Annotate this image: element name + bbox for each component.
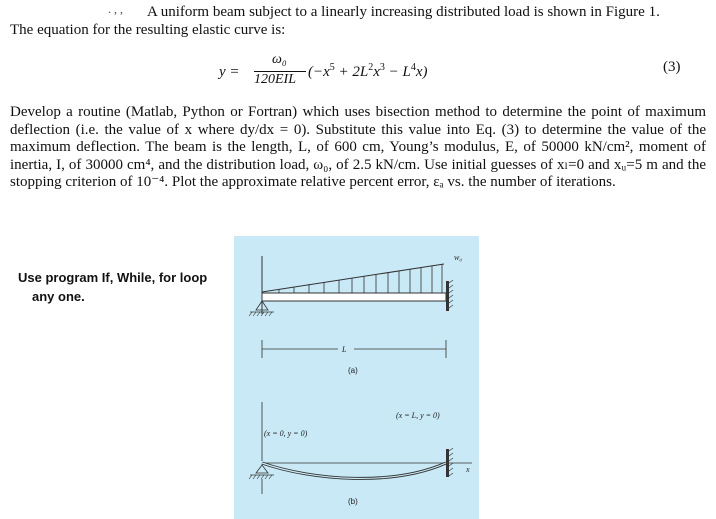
intro-line-2: The equation for the resulting elastic curve is: xyxy=(10,22,286,38)
panel-b-label: (b) xyxy=(348,497,358,506)
equation-numerator: ω₀ xyxy=(272,52,287,67)
left-boundary-condition: (x = 0, y = 0) xyxy=(264,429,308,438)
equation-lhs: y = xyxy=(219,64,240,80)
problem-paragraph: Develop a routine (Matlab, Python or Fortran) which uses bisection method to determine the point of maximum deflection (i.e. the value of x where dy/dx = 0). Substitute this value into Eq. (3) to determine the value of the maximum deflection. The beam is the length, L, of 600 cm, Young’s modulus, E, of 50000 kN/cm², moment of inertia, I, of 30000 cm⁴, and the distribution load, ω₀, of 2.5 kN/cm. Use initial guesses of xₗ=0 and xᵤ=5 m and the stopping criterion of 10⁻⁴. Plot the approximate relative percent error, εₐ vs. the number of iterations. xyxy=(10,104,706,190)
beam-figure xyxy=(234,236,479,519)
program-note xyxy=(18,268,228,306)
equation-denominator: 120EIL xyxy=(254,72,296,87)
program-note-line-2: any one. xyxy=(32,289,85,304)
corner-mark: . , , xyxy=(108,2,123,16)
panel-a-label: (a) xyxy=(348,366,358,375)
intro-line-1: A uniform beam subject to a linearly increasing distributed load is shown in Figure 1. xyxy=(147,4,660,20)
right-boundary-condition: (x = L, y = 0) xyxy=(396,411,440,420)
beam-diagram xyxy=(234,236,479,519)
equation-number: (3) xyxy=(663,59,681,75)
x-axis-label: x xyxy=(466,465,470,474)
program-note-line-1: Use program If, While, for loop xyxy=(18,270,208,285)
load-label: w₀ xyxy=(454,253,463,262)
beam-a xyxy=(262,293,446,301)
length-label: L xyxy=(342,345,347,354)
equation-rhs: $(-x^5 + 2L^2x^3 - L^4x)$ xyxy=(308,62,428,80)
